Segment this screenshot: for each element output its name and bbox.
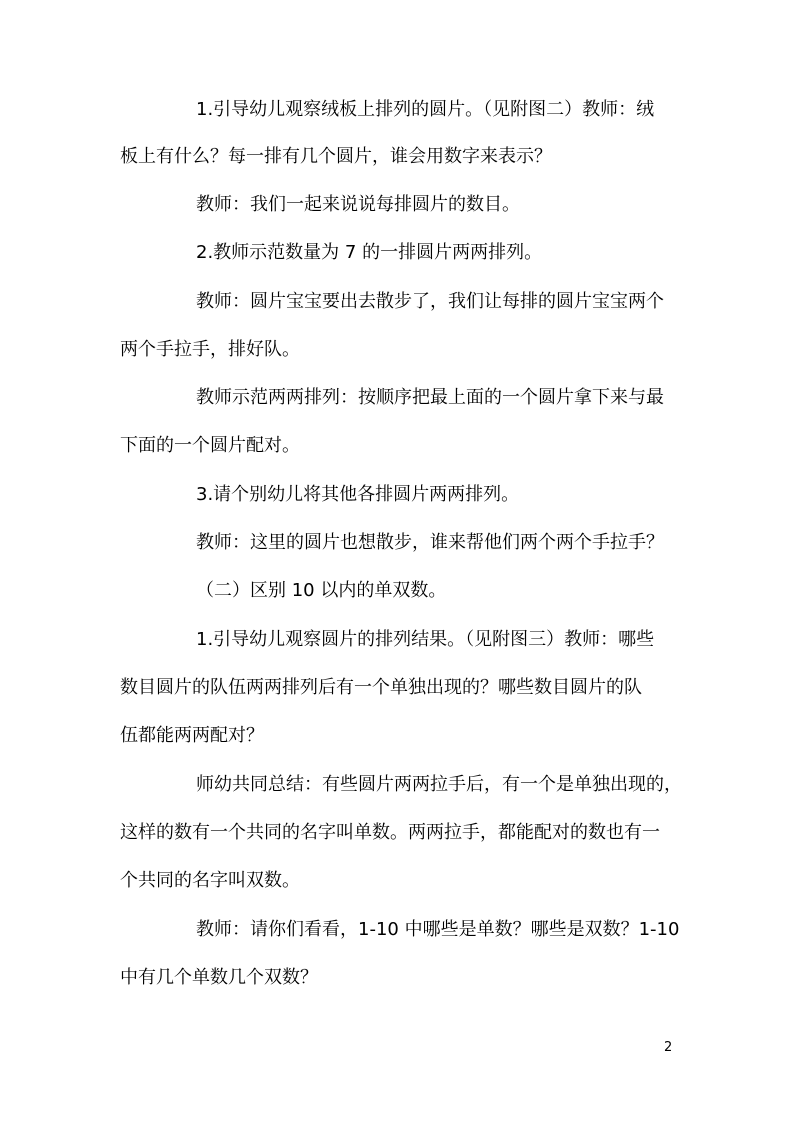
paragraph-2-line-1: 教师：我们一起来说说每排圆片的数目。 [196,194,520,215]
paragraph-4-line-1: 教师：圆片宝宝要出去散步了，我们让每排的圆片宝宝两个 [196,291,664,312]
page-number: 2 [664,1040,673,1055]
paragraph-10-line-1: 师幼共同总结：有些圆片两两拉手后，有一个是单独出现的， [196,774,682,795]
paragraph-9-line-3: 伍都能两两配对？ [120,725,264,746]
paragraph-11-line-2: 中有几个单数几个双数？ [120,967,318,988]
paragraph-7-line-1: 教师：这里的圆片也想散步，谁来帮他们两个两个手拉手？ [196,532,664,553]
paragraph-1-line-1: 1.引导幼儿观察绒板上排列的圆片。（见附图二）教师：绒 [196,99,655,120]
section-heading: （二）区别 10 以内的单双数。 [196,580,447,601]
paragraph-4-line-2: 两个手拉手，排好队。 [120,339,300,360]
paragraph-10-line-3: 个共同的名字叫双数。 [120,870,300,891]
paragraph-1-line-2: 板上有什么？每一排有几个圆片，谁会用数字来表示？ [120,146,552,167]
paragraph-10-line-2: 这样的数有一个共同的名字叫单数。两两拉手，都能配对的数也有一 [120,822,660,843]
paragraph-11-line-1: 教师：请你们看看，1-10 中哪些是单数？哪些是双数？1-10 [196,919,680,940]
paragraph-3-line-1: 2.教师示范数量为 7 的一排圆片两两排列。 [196,242,543,263]
paragraph-5-line-2: 下面的一个圆片配对。 [120,435,300,456]
paragraph-9-line-1: 1.引导幼儿观察圆片的排列结果。（见附图三）教师：哪些 [196,629,655,650]
paragraph-9-line-2: 数目圆片的队伍两两排列后有一个单独出现的？哪些数目圆片的队 [120,677,642,698]
paragraph-5-line-1: 教师示范两两排列：按顺序把最上面的一个圆片拿下来与最 [196,387,664,408]
paragraph-6-line-1: 3.请个别幼儿将其他各排圆片两两排列。 [196,484,520,505]
